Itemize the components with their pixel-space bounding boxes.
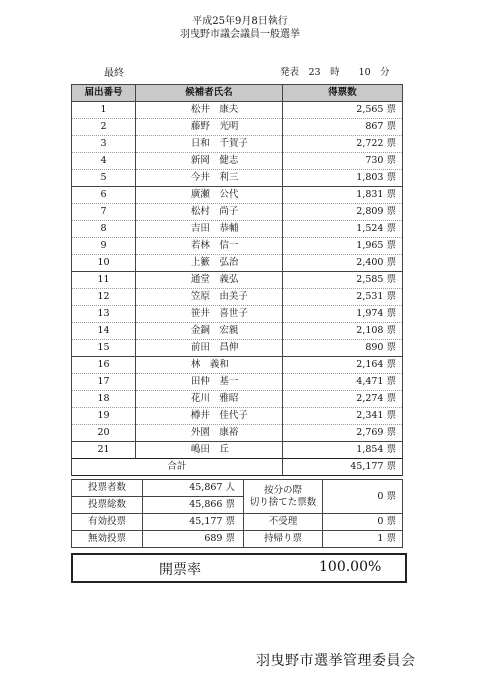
table-row [72,391,403,408]
candidate-name-cell [135,340,282,357]
candidate-name: 外園 康裕 [190,427,239,438]
candidate-name: 笹井 喜世子 [190,308,248,319]
candidate-name-cell [135,323,282,340]
not-accepted-value: 0 票 [323,514,403,531]
candidate-name: 若林 信一 [190,240,239,251]
vote-count: 1,965 票 [282,238,402,255]
fraction-label [244,480,323,514]
candidate-number: 12 [72,289,136,306]
valid-votes-value: 45,177 票 [143,514,244,531]
candidate-name: 廣瀬 公代 [190,189,239,200]
vote-count: 730 票 [282,153,402,170]
candidate-name: 松井 康夫 [190,104,239,115]
voters-label: 投票者数 [72,480,143,497]
candidate-number: 20 [72,425,136,442]
candidate-number: 15 [72,340,136,357]
candidate-name-cell [135,238,282,255]
candidate-number: 9 [72,238,136,255]
table-row [72,306,403,323]
vote-count: 1,803 票 [282,170,402,187]
col-header-votes: 得票数 [282,85,402,102]
issuer-name: 羽曳野市選挙管理委員会 [256,653,416,669]
col-header-candidate: 候補者氏名 [135,85,282,102]
vote-count: 2,565 票 [282,102,402,119]
invalid-votes-value: 689 票 [143,531,244,548]
vote-count: 2,274 票 [282,391,402,408]
taken-home-value: 1 票 [323,531,403,548]
candidate-name: 笠原 由美子 [190,291,248,302]
total-value: 45,177 票 [282,459,402,476]
table-row [72,408,403,425]
election-title: 羽曳野市議会議員一般選挙 [180,29,300,40]
total-label: 合計 [72,459,283,476]
vote-count: 2,531 票 [282,289,402,306]
table-row [72,238,403,255]
fraction-value: 0 票 [323,480,403,514]
table-row [72,357,403,374]
candidate-number: 6 [72,187,136,204]
stats-table [71,479,403,548]
candidate-number: 16 [72,357,136,374]
voters-value: 45,867 人 [143,480,244,497]
vote-count: 1,974 票 [282,306,402,323]
candidate-name-cell [135,153,282,170]
vote-count: 2,108 票 [282,323,402,340]
table-row [72,340,403,357]
announce-time: 発表 23 時 10 分 [280,67,390,78]
candidate-name-cell [135,136,282,153]
table-row [72,136,403,153]
candidate-name: 日和 千賀子 [190,138,248,149]
vote-count: 2,341 票 [282,408,402,425]
valid-votes-label: 有効投票 [72,514,143,531]
candidate-name: 田仲 基一 [190,376,239,387]
fraction-label-line1: 按分の際 [263,484,302,496]
table-row [72,187,403,204]
count-rate-box [71,553,407,583]
candidate-name-cell [135,204,282,221]
table-row [72,374,403,391]
candidate-name: 花川 雅昭 [190,393,239,404]
candidate-number: 10 [72,255,136,272]
candidate-number: 14 [72,323,136,340]
table-row [72,153,403,170]
candidate-number: 2 [72,119,136,136]
candidate-name-cell [135,102,282,119]
fraction-label-line2: 切り捨てた票数 [249,496,317,508]
table-row [72,272,403,289]
candidate-number: 7 [72,204,136,221]
vote-count: 2,809 票 [282,204,402,221]
candidate-number: 1 [72,102,136,119]
candidate-name-cell [135,170,282,187]
table-row [72,170,403,187]
vote-count: 2,722 票 [282,136,402,153]
candidate-number: 13 [72,306,136,323]
candidate-name-cell [135,391,282,408]
col-header-number: 届出番号 [72,85,136,102]
candidate-name-cell [135,306,282,323]
candidate-name: 松村 尚子 [190,206,239,217]
candidate-name: 林 義和 [190,359,229,370]
vote-count: 1,831 票 [282,187,402,204]
candidate-number: 3 [72,136,136,153]
status-label: 最終 [104,68,124,79]
candidate-number: 17 [72,374,136,391]
vote-count: 1,854 票 [282,442,402,459]
candidate-name: 樽井 佳代子 [190,410,248,421]
candidate-name: 藤野 光明 [190,121,239,132]
table-row [72,425,403,442]
vote-count: 2,585 票 [282,272,402,289]
table-header-row [72,85,403,102]
count-rate-value: 100.00% [319,559,382,575]
candidate-name: 金銅 宏親 [190,325,239,336]
taken-home-label: 持帰り票 [244,531,323,548]
candidate-number: 4 [72,153,136,170]
candidate-name-cell [135,255,282,272]
vote-count: 2,769 票 [282,425,402,442]
vote-count: 1,524 票 [282,221,402,238]
total-row [72,459,403,476]
candidate-name-cell [135,357,282,374]
candidate-number: 21 [72,442,136,459]
candidate-name: 新岡 健志 [190,155,239,166]
candidate-name: 通堂 義弘 [190,274,239,285]
total-votes-value: 45,866 票 [143,497,244,514]
table-row [72,255,403,272]
vote-count: 2,164 票 [282,357,402,374]
total-votes-label: 投票総数 [72,497,143,514]
candidate-name-cell [135,425,282,442]
table-row [72,221,403,238]
candidate-name: 吉田 恭輔 [190,223,239,234]
candidate-name-cell [135,272,282,289]
candidate-name-cell [135,187,282,204]
table-row [72,289,403,306]
candidate-name: 今井 利三 [190,172,239,183]
vote-count: 867 票 [282,119,402,136]
candidate-number: 5 [72,170,136,187]
vote-count: 4,471 票 [282,374,402,391]
invalid-votes-label: 無効投票 [72,531,143,548]
candidate-name-cell [135,119,282,136]
candidate-number: 11 [72,272,136,289]
vote-count: 2,400 票 [282,255,402,272]
table-row [72,119,403,136]
election-date: 平成25年9月8日執行 [192,16,288,27]
candidate-name-cell [135,221,282,238]
candidate-number: 18 [72,391,136,408]
candidate-name-cell [135,442,282,459]
vote-count: 890 票 [282,340,402,357]
candidate-name: 嶋田 丘 [190,444,229,455]
table-row [72,442,403,459]
not-accepted-label: 不受理 [244,514,323,531]
table-row [72,323,403,340]
results-table [71,84,403,476]
candidate-name-cell [135,289,282,306]
candidate-name: 前田 昌伸 [190,342,239,353]
candidate-name-cell [135,408,282,425]
candidate-number: 8 [72,221,136,238]
candidate-name: 上籔 弘治 [190,257,239,268]
count-rate-label: 開票率 [159,562,201,578]
candidate-number: 19 [72,408,136,425]
table-row [72,102,403,119]
table-row [72,204,403,221]
candidate-name-cell [135,374,282,391]
